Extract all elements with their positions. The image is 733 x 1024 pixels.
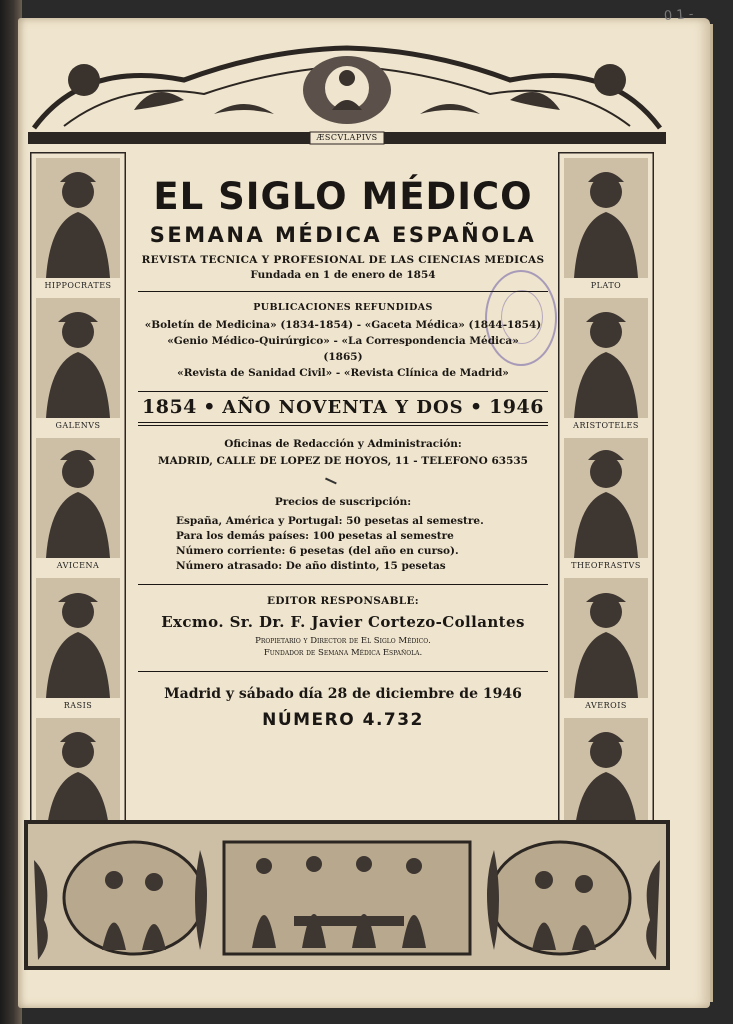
divider (138, 671, 548, 672)
masthead-panel (130, 148, 556, 818)
corner-mark: 0 1 - (663, 6, 694, 25)
label-plato: PLATO (590, 281, 622, 290)
offices-block (130, 436, 556, 470)
label-hippocrates: HIPPOCRATES (44, 281, 112, 290)
editor-role: Fundador de Semana Médica Española. (263, 648, 423, 658)
label-averois: AVEROIS (585, 701, 627, 710)
label-aristoteles: ARISTOTELES (573, 421, 639, 430)
year-line (130, 396, 556, 418)
precio-line: Para los demás países: 100 pesetas al semestre (176, 530, 454, 542)
year-end: 1946 (489, 396, 544, 418)
pen-mark (130, 470, 556, 492)
label-avicena: AVICENA (56, 561, 100, 570)
precio-line: Número corriente: 6 pesetas (del año en curso). (176, 545, 459, 557)
precios-heading: Precios de suscripción: (274, 496, 412, 508)
left-pillar (30, 152, 126, 852)
editor-roles (130, 635, 556, 659)
journal-subtitle: SEMANA MÉDICA ESPAÑOLA (149, 223, 537, 247)
label-aesculapius: ÆSCVLAPIVS (316, 133, 378, 142)
issue-number: NÚMERO 4.732 (262, 710, 424, 730)
double-divider (138, 422, 548, 426)
publicacion-line: «Genio Médico-Quirúrgico» - «La Correspondencia Médica» (167, 335, 519, 347)
year-separator: • (203, 396, 216, 418)
label-galenus: GALENVS (55, 421, 101, 430)
divider (138, 584, 548, 585)
year-separator: • (470, 396, 483, 418)
editor-name: Excmo. Sr. Dr. F. Javier Cortezo-Collantes (161, 613, 525, 631)
publicaciones-list (130, 317, 556, 381)
left-pillar-portraits (30, 152, 126, 852)
publicaciones-heading: PUBLICACIONES REFUNDIDAS (253, 302, 433, 313)
right-pillar-portraits (558, 152, 654, 852)
label-theofrastvs: THEOFRASTVS (571, 561, 641, 570)
right-pillar (558, 152, 654, 852)
journal-title: EL SIGLO MÉDICO (153, 175, 533, 218)
precios-list (130, 514, 556, 574)
offices-address: MADRID, CALLE DE LOPEZ DE HOYOS, 11 - TELEFONO 63535 (157, 455, 528, 467)
year-start: 1854 (142, 396, 197, 418)
year-ordinal: AÑO NOVENTA Y DOS (222, 396, 464, 418)
divider (138, 291, 548, 292)
founded-line: Fundada en 1 de enero de 1854 (250, 269, 436, 281)
label-rasis: RASIS (63, 701, 93, 710)
editor-role: Propietario y Director de El Siglo Médico. (255, 636, 431, 646)
precio-line: España, América y Portugal: 50 pesetas al semestre. (176, 515, 484, 527)
offices-heading: Oficinas de Redacción y Administración: (224, 438, 462, 450)
divider (138, 391, 548, 392)
editor-heading: EDITOR RESPONSABLE: (267, 595, 419, 607)
publicacion-line: «Revista de Sanidad Civil» - «Revista Clínica de Madrid» (177, 367, 509, 379)
precio-line: Número atrasado: De año distinto, 15 pesetas (176, 560, 446, 572)
publicacion-line: (1865) (323, 351, 363, 363)
issue-date: Madrid y sábado día 28 de diciembre de 1946 (164, 686, 522, 702)
journal-tagline: REVISTA TECNICA Y PROFESIONAL DE LAS CIENCIAS MEDICAS (141, 254, 545, 266)
publicacion-line: «Boletín de Medicina» (1834-1854) - «Gaceta Médica» (1844-1854) (144, 319, 542, 331)
bottom-frieze-ornament (24, 820, 670, 970)
